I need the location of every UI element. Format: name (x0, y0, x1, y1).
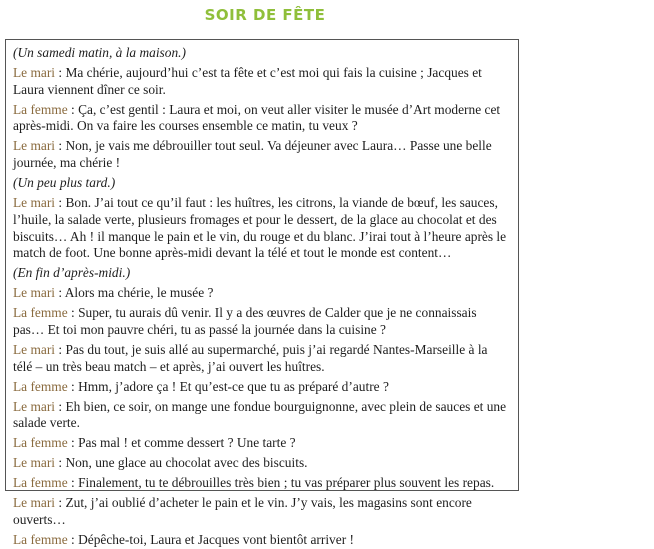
dialogue-line (13, 495, 510, 529)
line-text: : Ma chérie, aujourd’hui c’est ta fête et c’est moi qui fais la cuisine ; Jacques et Laura viennent dîner ce soir. (13, 64, 482, 97)
dialogue-line (13, 435, 510, 452)
stage-direction: (Un samedi matin, à la maison.) (13, 45, 186, 60)
speaker-name: La femme (13, 435, 68, 451)
line-text: : Pas du tout, je suis allé au supermarché, puis j’ai regardé Nantes-Marseille à la télé – un très beau match – et après, j’ai ouvert les huîtres. (13, 341, 488, 374)
dialogue-line (13, 399, 510, 433)
speaker-name: Le mari (13, 285, 56, 301)
line-text: : Eh bien, ce soir, on mange une fondue bourguignonne, avec plein de sauces et une salade verte. (13, 398, 507, 431)
speaker-name: La femme (13, 101, 68, 117)
page-title: SOIR DE FÊTE (204, 6, 326, 24)
stage-direction: (En fin d’après-midi.) (13, 265, 131, 281)
line-text: : Dépêche-toi, Laura et Jacques vont bientôt arriver ! (71, 532, 354, 548)
line-text: : Ça, c’est gentil : Laura et moi, on veut aller visiter le musée d’Art moderne cet après-midi. On va faire les courses ensemble ce matin, tu veux ? (13, 101, 501, 134)
speaker-name: La femme (13, 532, 68, 548)
dialogue-line (13, 195, 510, 262)
speaker-name: La femme (13, 475, 68, 491)
speaker-name: Le mari (13, 138, 56, 154)
dialogue-line (13, 455, 510, 472)
line-text: : Non, une glace au chocolat avec des biscuits. (58, 455, 308, 471)
dialogue-line (13, 138, 510, 172)
speaker-name: Le mari (13, 398, 56, 414)
dialogue-line (13, 285, 510, 302)
line-text: : Zut, j’ai oublié d’acheter le pain et le vin. J’y vais, les magasins sont encore ouverts… (13, 495, 472, 528)
speaker-name: Le mari (13, 495, 56, 511)
line-text: : Super, tu aurais dû venir. Il y a des œuvres de Calder que je ne connaissais pas… Et toi mon pauvre chéri, tu as passé la journée dans la cuisine ? (13, 305, 477, 337)
dialogue-line (13, 342, 510, 376)
speaker-name: Le mari (13, 341, 56, 357)
line-text: : Bon. J’ai tout ce qu’il faut : les huîtres, les citrons, la viande de bœuf, les sauces, l’huile, la salade verte, plusieurs fromages et pour le dessert, de la glace au chocolat et des biscuits… Ah ! il manque le pain et le vin, du rouge et du blanc. J’irai tout à l’heure après le match de foot. Une bonne après-midi devant la télé et tout le monde est content… (13, 194, 507, 261)
dialogue-frame (5, 39, 519, 548)
speaker-name: La femme (13, 378, 68, 394)
dialogue-line (13, 475, 510, 492)
speaker-name: Le mari (13, 194, 56, 210)
dialogue-line (13, 65, 510, 99)
dialogue-line (13, 379, 510, 396)
dialogue-line (13, 305, 510, 339)
speaker-name: Le mari (13, 64, 56, 80)
dialogue-line (13, 532, 510, 549)
speaker-name: Le mari (13, 455, 56, 471)
line-text: : Non, je vais me débrouiller tout seul. Va déjeuner avec Laura… Passe une belle journée, ma chérie ! (13, 138, 492, 171)
dialogue-text (13, 45, 510, 549)
speaker-name: La femme (13, 305, 68, 321)
stage-direction: (Un peu plus tard.) (13, 175, 116, 191)
line-text: : Pas mal ! et comme dessert ? Une tarte ? (71, 435, 296, 451)
dialogue-line (13, 102, 510, 136)
line-text: : Alors ma chérie, le musée ? (58, 285, 214, 301)
line-text: : Hmm, j’adore ça ! Et qu’est-ce que tu as préparé d’autre ? (71, 378, 389, 394)
line-text: : Finalement, tu te débrouilles très bien ; tu vas préparer plus souvent les repas. (71, 475, 495, 491)
